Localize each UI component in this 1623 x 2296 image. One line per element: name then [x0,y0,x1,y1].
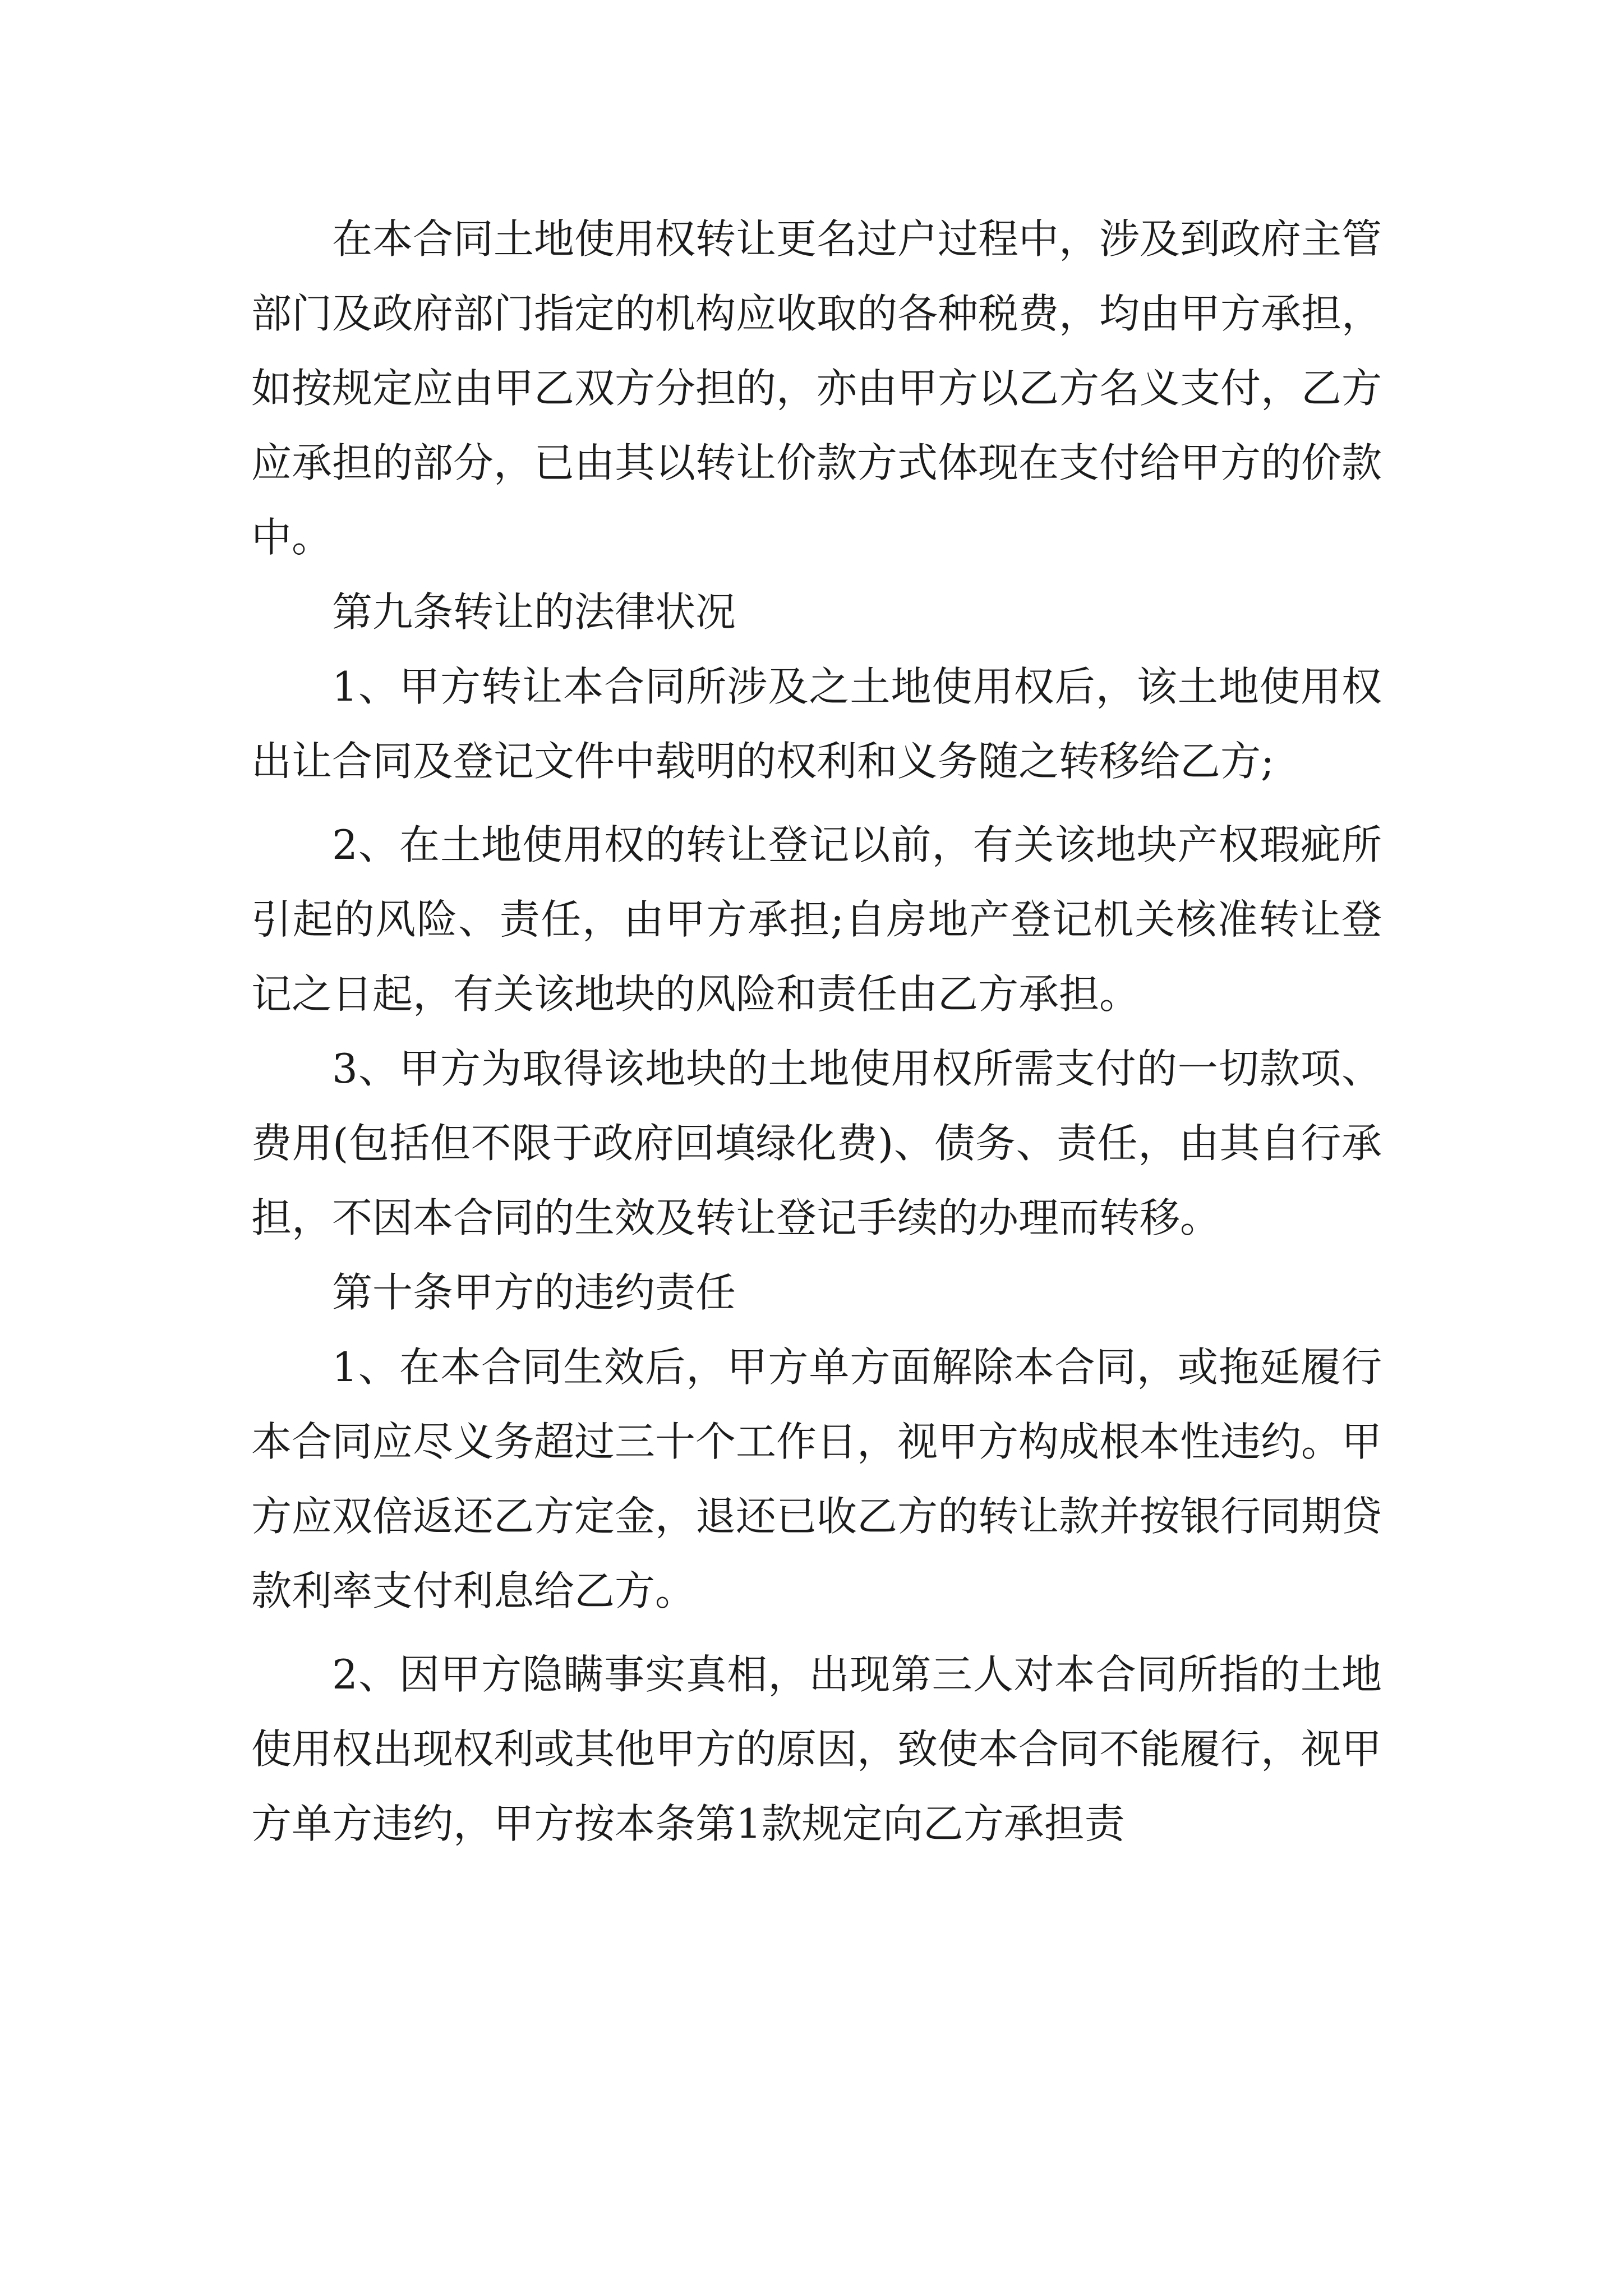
paragraph-tax-fees: 在本合同土地使用权转让更名过户过程中，涉及到政府主管部门及政府部门指定的机构应收取的各种税费，均由甲方承担，如按规定应由甲乙双方分担的，亦由甲方以乙方名义支付，乙方应承担的部分，已由其以转让价款方式体现在支付给甲方的价款中。 [251,215,1382,561]
paragraph-article-10-item-2: 2、因甲方隐瞒事实真相，出现第三人对本合同所指的土地使用权出现权利或其他甲方的原因，致使本合同不能履行，视甲方单方违约，甲方按本条第1款规定向乙方承担责 [251,1651,1382,1847]
paragraph-article-9-item-3: 3、甲方为取得该地块的土地使用权所需支付的一切款项、费用(包括但不限于政府回填绿化费)、债务、责任，由其自行承担，不因本合同的生效及转让登记手续的办理而转移。 [251,1045,1382,1241]
document-body [251,202,1382,1861]
paragraph-article-9-item-1: 1、甲方转让本合同所涉及之土地使用权后，该土地使用权出让合同及登记文件中载明的权利和义务随之转移给乙方; [251,663,1382,785]
heading-article-10: 第十条甲方的违约责任 [332,1269,736,1316]
heading-article-9: 第九条转让的法律状况 [332,588,736,636]
paragraph-article-10-item-1: 1、在本合同生效后，甲方单方面解除本合同，或拖延履行本合同应尽义务超过三十个工作日，视甲方构成根本性违约。甲方应双倍返还乙方定金，退还已收乙方的转让款并按银行同期贷款利率支付利息给乙方。 [251,1343,1382,1614]
paragraph-article-9-item-2: 2、在土地使用权的转让登记以前，有关该地块产权瑕疵所引起的风险、责任，由甲方承担;自房地产登记机关核准转让登记之日起，有关该地块的风险和责任由乙方承担。 [251,821,1382,1018]
